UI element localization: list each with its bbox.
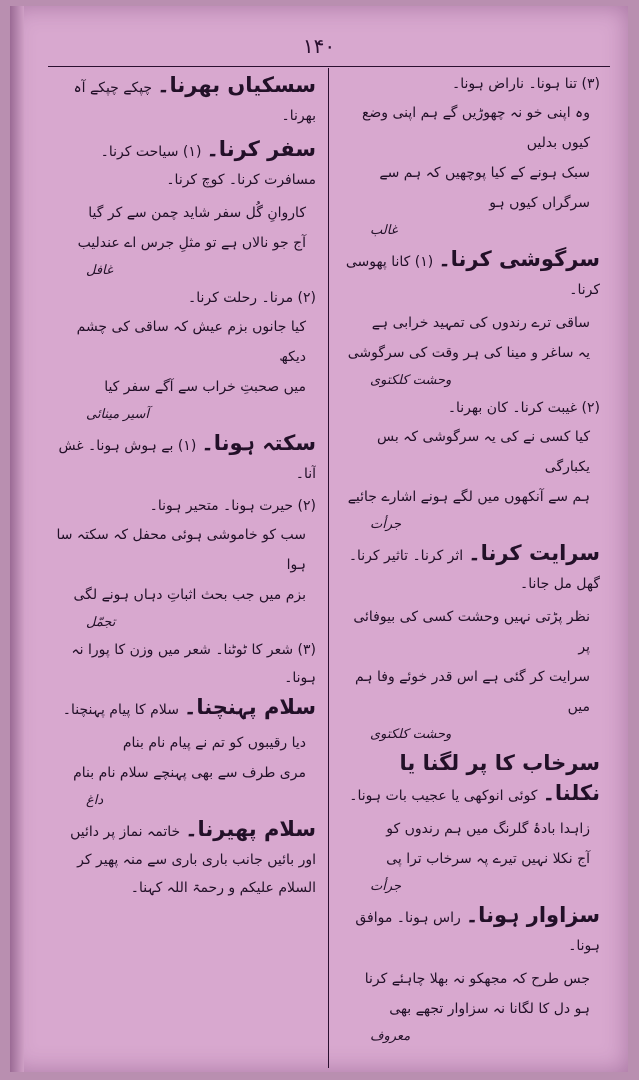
entry-headword: سکتہ ہونا۔	[201, 431, 316, 455]
poet-name: جرأت	[370, 879, 402, 894]
poet-name: تجمّل	[86, 615, 116, 630]
verse-line: کیا جانوں بزم عیش کہ ساقی کی چشم دیکھ	[76, 319, 306, 365]
entry-definition: چپکے چپکے آہ بھرنا۔	[73, 80, 316, 124]
verse-line: کاروانِ گُل سفر شاید چمن سے کر گیا	[88, 205, 306, 221]
verse-line: بزم میں جب بحث اثباتِ دہاں ہونے لگی	[73, 587, 306, 603]
column-divider	[328, 68, 329, 1068]
entry-definition: خاتمہ نماز پر دائیں اور بائیں جانب باری باری سے منہ پھیر کر السلام علیکم و رحمۃ اللہ کہنا۔	[70, 824, 316, 896]
dictionary-page	[10, 6, 628, 1072]
entry-headword: سلام پہنچنا۔	[184, 695, 316, 719]
poet-name: آسیر مینائی	[86, 407, 149, 422]
poet-name: داغ	[86, 793, 104, 808]
entry-headword: سرایت کرنا۔	[468, 541, 600, 565]
page-number: ۱۴۰	[302, 34, 336, 58]
entry-definition: اثر کرنا۔ تاثیر کرنا۔ گھل مل جانا۔	[348, 548, 600, 592]
sense-line: (۲) حیرت ہونا۔ متحیر ہونا۔	[149, 498, 316, 514]
entry-definition: (۱) کانا پھوسی کرنا۔	[345, 254, 600, 298]
poet-name: وحشت کلکتوی	[370, 727, 452, 742]
book-binding	[10, 6, 24, 1072]
poet-name: غافل	[86, 263, 113, 278]
poet-name: غالب	[370, 223, 398, 238]
verse-line: نظر پڑتی نہیں وحشت کسی کی بیوفائی پر	[353, 609, 590, 655]
dictionary-entry	[340, 538, 600, 598]
verse-line: آج نکلا نہیں تیرے پہ سرخاب ترا پی	[386, 851, 590, 867]
entry-headword: سرگوشی کرنا۔	[438, 247, 600, 271]
verse-line: آج جو نالاں ہے تو مثلِ جرس اے عندلیب	[77, 235, 306, 251]
entry-headword: سفر کرنا۔	[206, 137, 316, 161]
verse-line: ساقی ترے رندوں کی تمہید خرابی ہے	[371, 315, 590, 331]
entry-headword: سرخاب کا پر لگنا یا نکلنا۔	[399, 751, 600, 805]
verse-line: سبک ہونے کے کیا پوچھیں کہ ہم سے سرگراں کیوں ہو	[379, 165, 590, 211]
dictionary-entry	[56, 814, 316, 902]
entry-definition: (۱) سیاحت کرنا۔ مسافرت کرنا۔ کوچ کرنا۔	[100, 144, 316, 188]
header-rule	[48, 66, 610, 67]
verse-line: جس طرح کہ مجھکو نہ بھلا چاہئے کرنا	[364, 971, 590, 987]
verse-line: سرایت کر گئی ہے اس قدر خوئے وفا ہم میں	[355, 669, 590, 715]
left-column	[56, 70, 316, 1060]
entry-headword: سزاوار ہونا۔	[465, 903, 600, 927]
dictionary-entry	[56, 70, 316, 130]
dictionary-entry	[340, 748, 600, 810]
dictionary-entry	[56, 428, 316, 488]
verse-line: زاہدا بادۂ گلرنگ میں ہم رندوں کو	[386, 821, 590, 837]
verse-line: یہ ساغر و مینا کی ہر وقت کی سرگوشی	[347, 345, 590, 361]
dictionary-entry	[56, 134, 316, 194]
verse-line: سب کو خاموشی ہوئی محفل کہ سکتہ سا ہوا	[56, 527, 306, 573]
entry-definition: کوئی انوکھی یا عجیب بات ہونا۔	[349, 788, 538, 804]
verse-line: میں صحبتِ خراب سے آگے سفر کیا	[104, 379, 306, 395]
sense-line: (۳) تنا ہونا۔ ناراض ہونا۔	[452, 76, 600, 92]
poet-name: وحشت کلکتوی	[370, 373, 452, 388]
right-column	[340, 70, 600, 1060]
poet-name: جرأت	[370, 517, 402, 532]
entry-definition: (۱) بے ہوش ہونا۔ غش آنا۔	[58, 438, 316, 482]
entry-headword: سلام پھیرنا۔	[185, 817, 316, 841]
poet-name: معروف	[370, 1029, 411, 1044]
sense-line: (۲) غیبت کرنا۔ کان بھرنا۔	[447, 400, 600, 416]
verse-line: ہو دل کا لگانا نہ سزاوار تجھے بھی	[389, 1001, 590, 1017]
sense-line: (۳) شعر کا ٹوٹنا۔ شعر میں وزن کا پورا نہ ہونا۔	[71, 642, 316, 686]
dictionary-entry	[340, 244, 600, 304]
verse-line: کیا کسی نے کی یہ سرگوشی کہ بس یکبارگی	[376, 429, 590, 475]
entry-definition: راس ہونا۔ موافق ہونا۔	[355, 910, 600, 954]
verse-line: مری طرف سے بھی پہنچے سلام نام بنام	[73, 765, 306, 781]
entry-headword: سسکیاں بھرنا۔	[157, 73, 316, 97]
sense-line: (۲) مرنا۔ رحلت کرنا۔	[188, 290, 316, 306]
dictionary-entry	[340, 900, 600, 960]
verse-line: وہ اپنی خو نہ چھوڑیں گے ہم اپنی وضع کیوں بدلیں	[361, 105, 590, 151]
verse-line: دیا رقیبوں کو تم نے پیام نام بنام	[122, 735, 306, 751]
verse-line: ہم سے آنکھوں میں لگے ہونے اشارے جائیے	[347, 489, 590, 505]
dictionary-entry	[56, 692, 316, 724]
entry-definition: سلام کا پیام پہنچنا۔	[62, 702, 179, 718]
